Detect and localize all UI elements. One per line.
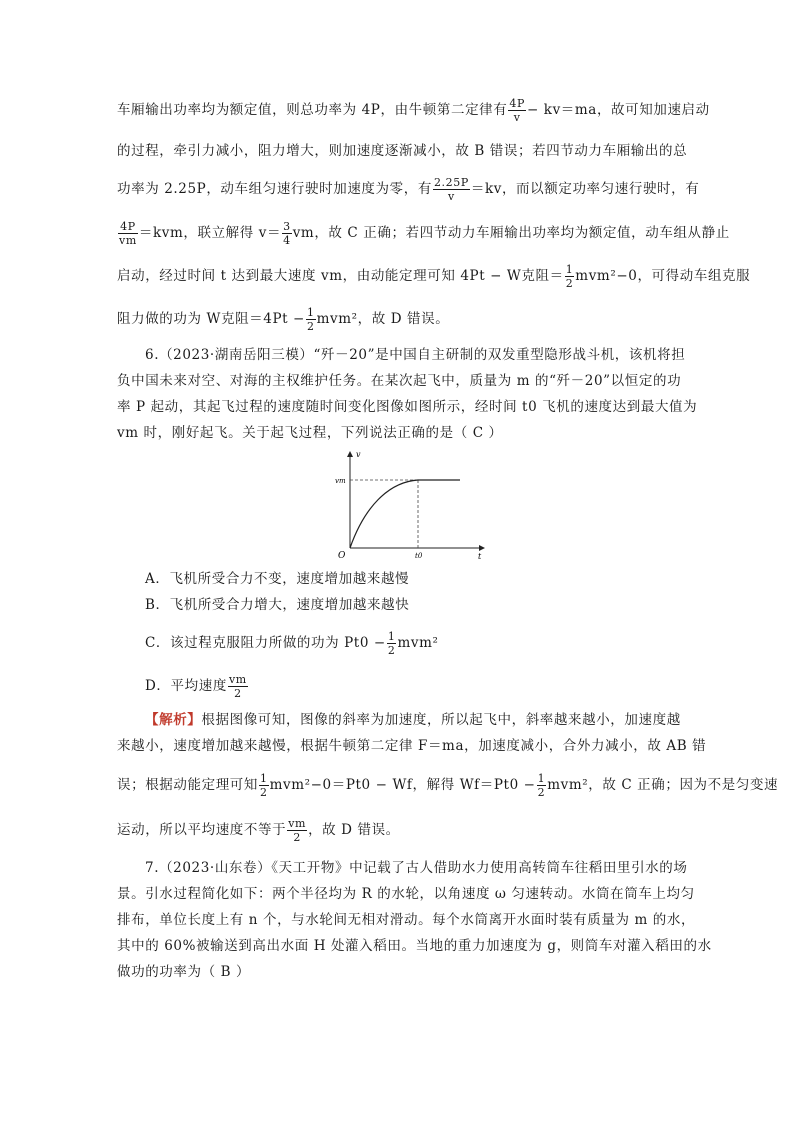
option-c: C．该过程克服阻力所做的功为 Pt0 − $\frac{1}{2}$ mvm²: [145, 630, 439, 657]
option-a: A．飞机所受合力不变，速度增加越来越慢: [145, 571, 410, 587]
fraction: $\frac{1}{2}$: [387, 630, 396, 657]
fraction: $\frac{3}{4}$: [283, 220, 291, 247]
analysis-line: 来越小，速度增加越来越慢，根据牛顿第二定律 F＝ma，加速度减小，合外力减小，故 AB 错: [117, 738, 707, 754]
question-7-line: 排布，单位长度上有 n 个，与水轮间无相对滑动。每个水筒离开水面时装有质量为 m 的水，: [117, 912, 696, 928]
fraction: $\frac{1}{2}$: [260, 772, 268, 799]
question-7-line: 7.（2023·山东卷）《天工开物》中记载了古人借助水力使用高转筒车往稻田里引水的场: [145, 860, 688, 876]
fraction: $\frac{1}{2}$: [306, 306, 315, 333]
fraction: $\frac{vm}{2}$: [228, 673, 247, 700]
question-6-line: 率 P 起动，其起飞过程的速度随时间变化图像如图所示，经时间 t0 飞机的速度达到最大值为: [117, 399, 698, 415]
t0-label: t0: [415, 552, 423, 560]
analysis-tag: 【解析】: [145, 712, 202, 728]
text-line: 启动，经过时间 t 达到最大速度 vm，由动能定理可知 4Pt − W克阻＝ $\frac{1}{2}$ mvm²−0，可得动车组克服: [117, 263, 751, 290]
fraction: $\frac{4P}{vm}$: [119, 220, 137, 247]
question-7-line: 其中的 60%被输送到高出水面 H 处灌入稻田。当地的重力加速度为 g，则筒车对灌入稻田的水: [117, 938, 712, 954]
option-b: B．飞机所受合力增大，速度增加越来越快: [145, 597, 410, 613]
analysis-line: 【解析】根据图像可知，图像的斜率为加速度，所以起飞中，斜率越来越小，加速度越: [145, 712, 681, 728]
origin-label: O: [338, 551, 346, 561]
text-line: 阻力做的功为 W克阻＝4Pt − $\frac{1}{2}$ mvm²，故 D 错误。: [117, 306, 450, 333]
text: − kv＝ma，故可知加速启动: [526, 102, 710, 118]
question-6-line: 负中国未来对空、对海的主权维护任务。在某次起飞中，质量为 m 的“歼－20”以恒定的功: [117, 373, 682, 389]
text-line: 的过程，牵引力减小，阻力增大，则加速度逐渐减小，故 B 错误；若四节动力车厢输出的总: [117, 143, 688, 159]
fraction: $\frac{4P}{v}$: [509, 97, 525, 124]
question-7-line: 景。引水过程简化如下：两个半径均为 R 的水轮，以角速度 ω 匀速转动。水筒在筒车上均匀: [117, 886, 695, 902]
question-7-line: 做功的功率为（ B ）: [117, 964, 251, 980]
question-6-line: vm 时，刚好起飞。关于起飞过程，下列说法正确的是（ C ）: [117, 425, 503, 441]
fraction: $\frac{2.25P}{v}$: [433, 176, 469, 203]
velocity-time-graph: [332, 448, 492, 563]
text-line: [117, 97, 710, 124]
text: 车厢输出功率均为额定值，则总功率为 4P，由牛顿第二定律有: [117, 102, 508, 118]
text-line: $\frac{4P}{vm}$ ＝kvm，联立解得 v＝ $\frac{3}{4}$ vm，故 C 正确；若四节动力车厢输出功率均为额定值，动车组从静止: [119, 220, 730, 247]
option-d: D．平均速度 $\frac{vm}{2}$: [145, 673, 247, 700]
analysis-line: 运动，所以平均速度不等于 $\frac{vm}{2}$ ，故 D 错误。: [117, 817, 400, 844]
y-axis-label: v: [356, 450, 361, 459]
fraction: $\frac{1}{2}$: [565, 263, 574, 290]
x-axis-label: t: [478, 552, 482, 561]
fraction: $\frac{vm}{2}$: [288, 817, 307, 844]
velocity-curve: [350, 480, 460, 548]
fraction: $\frac{1}{2}$: [537, 772, 546, 799]
analysis-line: 误；根据动能定理可知 $\frac{1}{2}$ mvm²−0＝Pt0 − Wf，解得 Wf＝Pt0 − $\frac{1}{2}$ mvm²，故 C 正确；因为不是匀变速: [117, 772, 779, 799]
vm-label: vm: [335, 477, 346, 485]
text-line: 功率为 2.25P，动车组匀速行驶时加速度为零，有 $\frac{2.25P}{v}$ ＝kv，而以额定功率匀速行驶时，有: [117, 176, 700, 203]
question-6-line: 6.（2023·湖南岳阳三模）“歼－20”是中国自主研制的双发重型隐形战斗机，该机将担: [145, 347, 686, 363]
